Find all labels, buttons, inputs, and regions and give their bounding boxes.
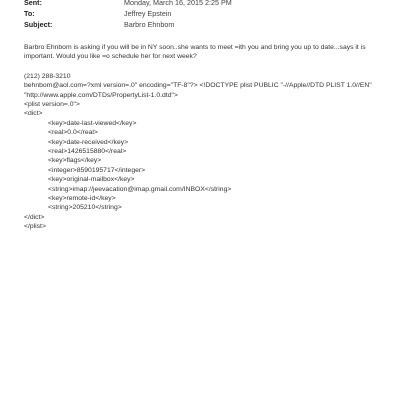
subject-row bbox=[24, 19, 384, 30]
dict-line: <key>flags</key> bbox=[48, 157, 102, 165]
to-label: To: bbox=[24, 9, 35, 18]
dict-line: <key>date-last-viewed</key> bbox=[48, 119, 137, 127]
dict-line: <integer>8590195717</integer> bbox=[48, 166, 146, 174]
sent-label: Sent: bbox=[24, 0, 42, 7]
dict-line: <real>1426515880</real> bbox=[48, 147, 127, 155]
sent-value: Monday, March 16, 2015 2:25 PM bbox=[124, 0, 232, 7]
dict-line: <real>0.0</real> bbox=[48, 129, 98, 137]
to-value: Jeffrey Epstein bbox=[124, 9, 172, 18]
to-row bbox=[24, 8, 384, 19]
dict-line: <string>205210</string> bbox=[48, 204, 122, 212]
body-paragraph: Barbro Ehnbom is asking if you will be in NY soon..she wants to meet =ith you and bring you up to date...says it is important. Would you like =o schedule her for next week? bbox=[24, 44, 366, 61]
email-body bbox=[24, 43, 374, 231]
subject-value: Barbro Ehnbom bbox=[124, 20, 175, 29]
dict-line: <key>original-mailbox</key> bbox=[48, 176, 135, 184]
dict-line: <string>imap://jeevacation@imap.gmail.com/INBOX</string> bbox=[48, 185, 232, 193]
sent-row bbox=[24, 0, 384, 8]
xml-line: "http://www.apple.com/DTDs/PropertyList-1.0.dtd"> bbox=[24, 91, 178, 99]
subject-label: Subject: bbox=[24, 20, 53, 29]
xml-closing-line: </dict> bbox=[24, 213, 45, 221]
xml-closing-line: </plist> bbox=[24, 223, 46, 231]
email-header bbox=[24, 0, 384, 30]
phone-number: (212) 288-3210 bbox=[24, 72, 71, 80]
xml-line: behnbom@aol.com=?xml version=.0" encoding="TF-8"?> <!DOCTYPE plist PUBLIC "-//Apple//DTD PLIST 1.0//EN" bbox=[24, 82, 372, 90]
dict-line: <key>remote-id</key> bbox=[48, 194, 116, 202]
dict-line: <key>date-received</key> bbox=[48, 138, 129, 146]
xml-line: <plist version=.0"> bbox=[24, 100, 80, 108]
paragraph-gap bbox=[24, 62, 374, 72]
xml-line: <dict> bbox=[24, 110, 43, 118]
